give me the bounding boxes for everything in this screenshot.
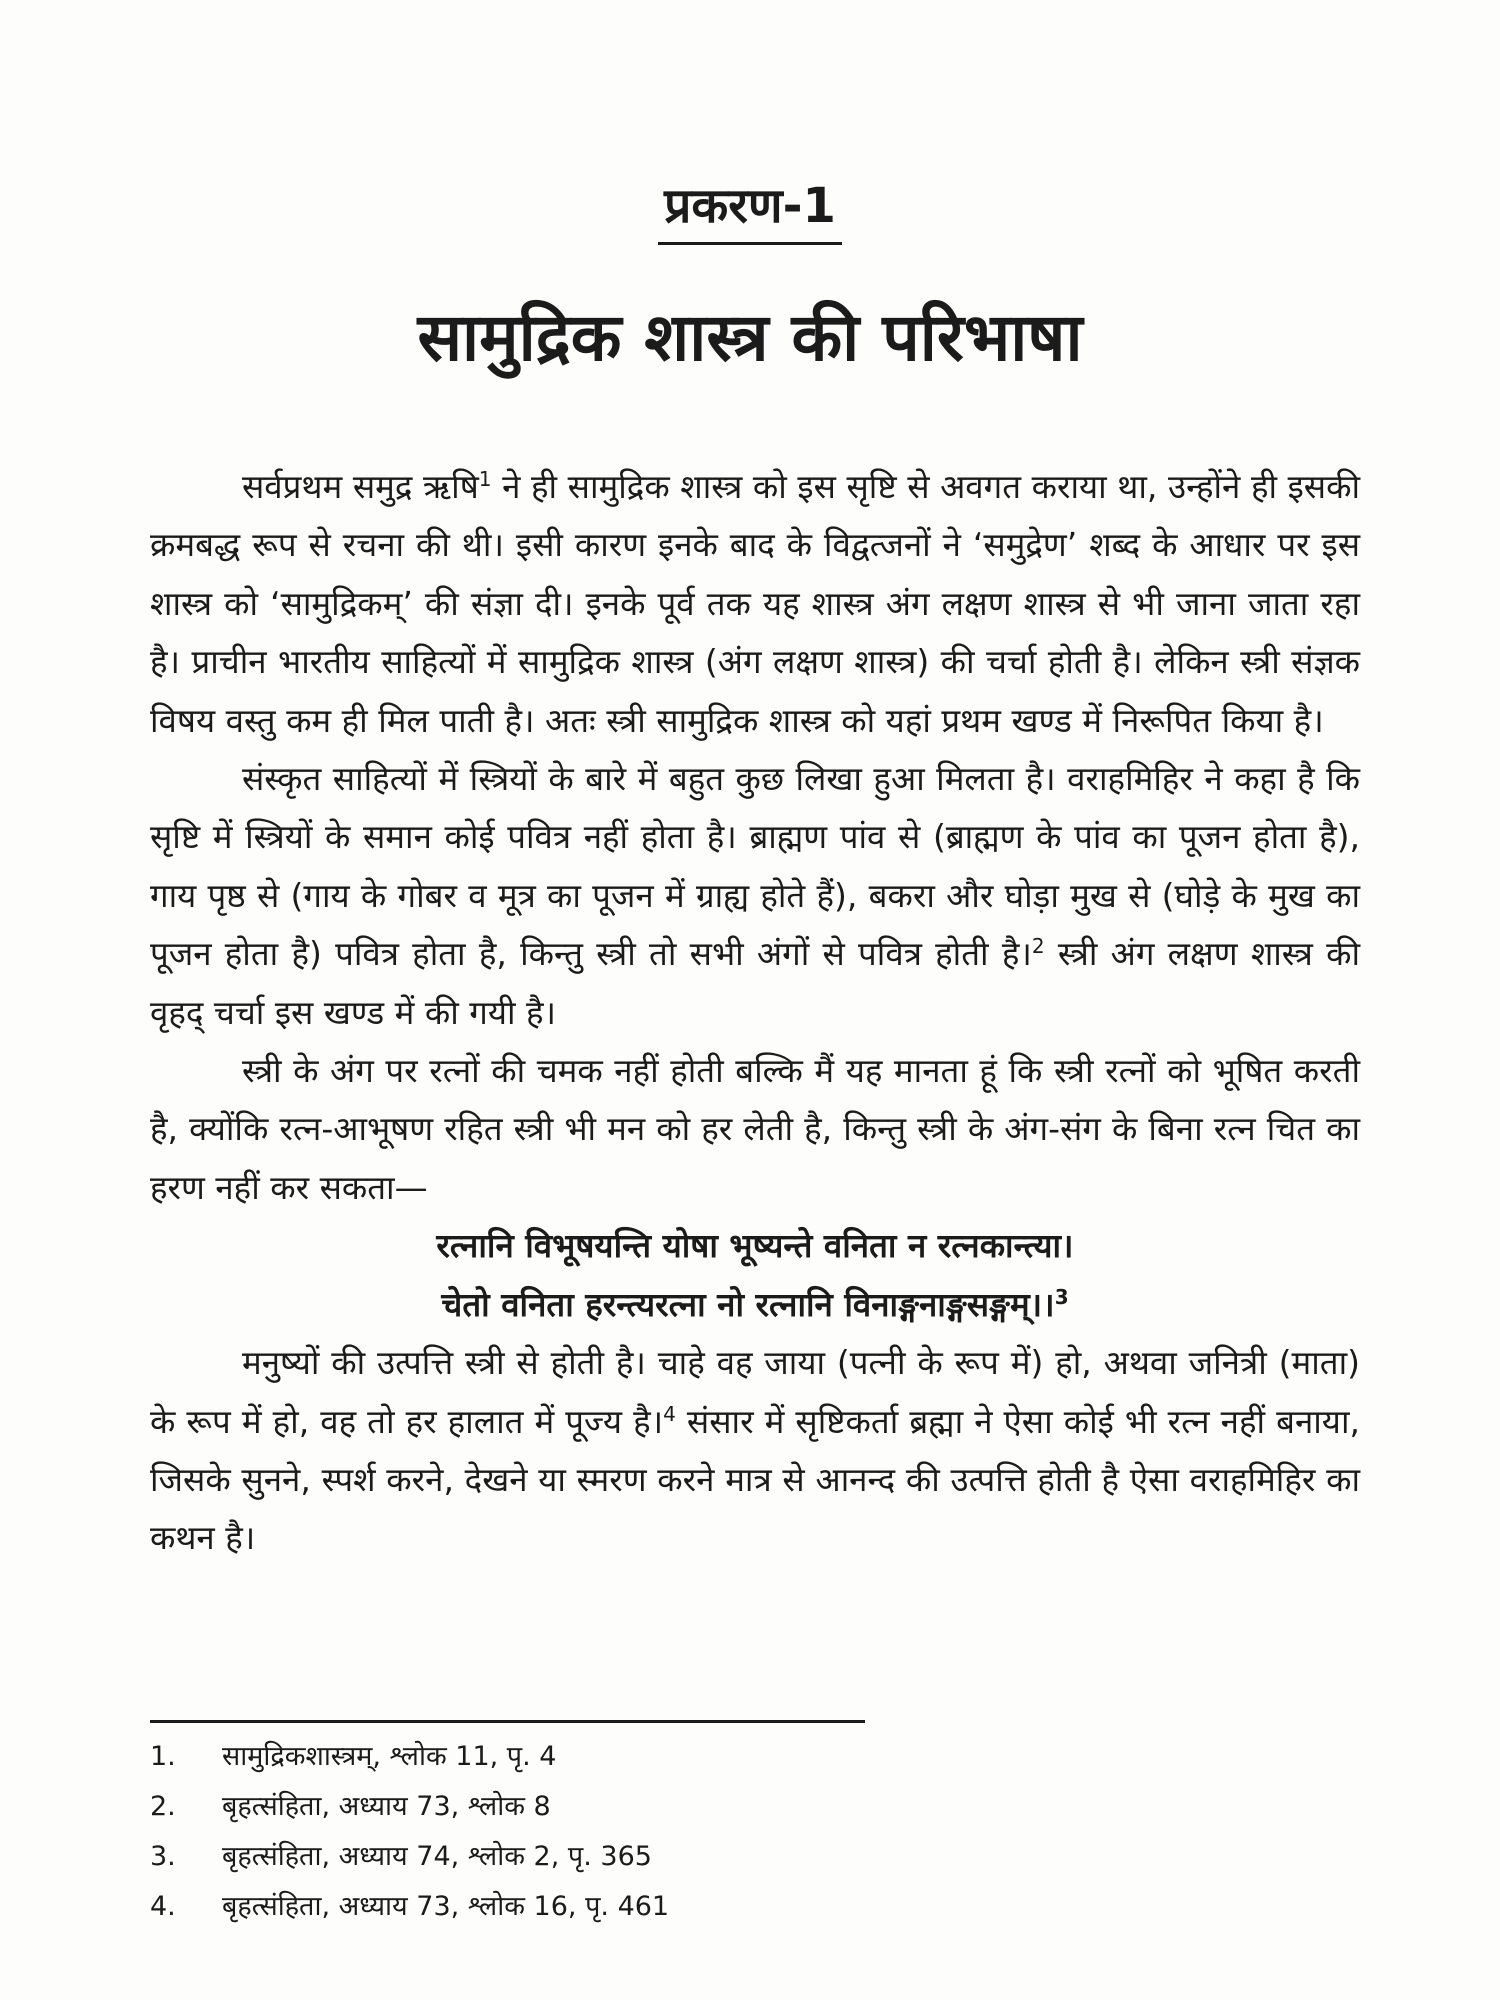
footnote-text: बृहत्संहिता, अध्याय 73, श्लोक 8 bbox=[222, 1791, 551, 1822]
paragraph-2: संस्कृत साहित्यों में स्त्रियों के बारे में बहुत कुछ लिखा हुआ मिलता है। वराहमिहिर ने कहा है कि सृष्टि में स्त्रियों के समान कोई पवित्र नहीं होता है। ब्राह्मण पांव से (ब्राह्मण के पांव का पूजन होता है), गाय पृष्ठ से (गाय के गोबर व मूत्र का पूजन में ग्राह्य होते हैं), बकरा और घोड़ा मुख से (घोड़े के मुख का पूजन होता है) पवित्र होता है, किन्तु स्त्री तो सभी अंगों से पवित्र होती है।$^2$ स्त्री अंग लक्षण शास्त्र की वृहद् चर्चा इस खण्ड में की गयी है। bbox=[150, 759, 1360, 1032]
footnote-item bbox=[150, 1732, 1050, 1782]
verse-line-1: रत्नानि विभूषयन्ति योषा भूष्यन्ते वनिता न रत्नकान्त्या। bbox=[436, 1226, 1074, 1266]
chapter-label: प्रकरण-1 bbox=[658, 178, 842, 245]
footnote-ref-4: 4 bbox=[663, 1401, 676, 1426]
footnote-text: बृहत्संहिता, अध्याय 73, श्लोक 16, पृ. 461 bbox=[222, 1891, 670, 1922]
footnote-ref-3: 3 bbox=[1054, 1284, 1069, 1309]
footnote-item bbox=[150, 1832, 1050, 1882]
footnote-ref-2: 2 bbox=[1031, 934, 1045, 959]
verse-line-2: चेतो वनिता हरन्त्यरत्ना नो रत्नानि विनाङ्गनाङ्गसङ्गम्।।$^3$ bbox=[441, 1284, 1069, 1324]
footnote-item bbox=[150, 1882, 1050, 1932]
footnote-divider bbox=[150, 1720, 865, 1723]
footnote-number: 4. bbox=[150, 1891, 176, 1922]
page-title: सामुद्रिक शास्त्र की परिभाषा bbox=[417, 299, 1083, 376]
body-text bbox=[150, 458, 1360, 1568]
footnote-number: 2. bbox=[150, 1791, 176, 1822]
paragraph-3: स्त्री के अंग पर रत्नों की चमक नहीं होती बल्कि मैं यह मानता हूं कि स्त्री रत्नों को भूषित करती है, क्योंकि रत्न-आभूषण रहित स्त्री भी मन को हर लेती है, किन्तु स्त्री के अंग-संग के बिना रत्न चित का हरण नहीं कर सकता— bbox=[150, 1051, 1360, 1207]
paragraph-1: सर्वप्रथम समुद्र ऋषि$^1$ ने ही सामुद्रिक शास्त्र को इस सृष्टि से अवगत कराया था, उन्होंने ही इसकी क्रमबद्ध रूप से रचना की थी। इसी कारण इनके बाद के विद्वत्जनों ने ‘समुद्रेण’ शब्द के आधार पर इस शास्त्र को ‘सामुद्रिकम्’ की संज्ञा दी। इनके पूर्व तक यह शास्त्र अंग लक्षण शास्त्र से भी जाना जाता रहा है। प्राचीन भारतीय साहित्यों में सामुद्रिक शास्त्र (अंग लक्षण शास्त्र) की चर्चा होती है। लेकिन स्त्री संज्ञक विषय वस्तु कम ही मिल पाती है। अतः स्त्री सामुद्रिक शास्त्र को यहां प्रथम खण्ड में निरूपित किया है। bbox=[150, 467, 1361, 740]
footnote-text: बृहत्संहिता, अध्याय 74, श्लोक 2, पृ. 365 bbox=[222, 1841, 652, 1872]
footnote-number: 3. bbox=[150, 1841, 176, 1872]
footnote-ref-1: 1 bbox=[478, 467, 492, 491]
footnote-text: सामुद्रिकशास्त्रम्, श्लोक 11, पृ. 4 bbox=[222, 1741, 557, 1772]
footnotes bbox=[150, 1732, 1050, 1932]
footnote-item bbox=[150, 1782, 1050, 1832]
chapter-heading bbox=[0, 178, 1500, 245]
footnote-number: 1. bbox=[150, 1741, 176, 1772]
paragraph-4: मनुष्यों की उत्पत्ति स्त्री से होती है। चाहे वह जाया (पत्नी के रूप में) हो, अथवा जनित्री (माता) के रूप में हो, वह तो हर हालात में पूज्य है।$^4$ संसार में सृष्टिकर्ता ब्रह्मा ने ऐसा कोई भी रत्न नहीं बनाया, जिसके सुनने, स्पर्श करने, देखने या स्मरण करने मात्र से आनन्द की उत्पत्ति होती है ऐसा वराहमिहिर का कथन है। bbox=[150, 1343, 1360, 1558]
